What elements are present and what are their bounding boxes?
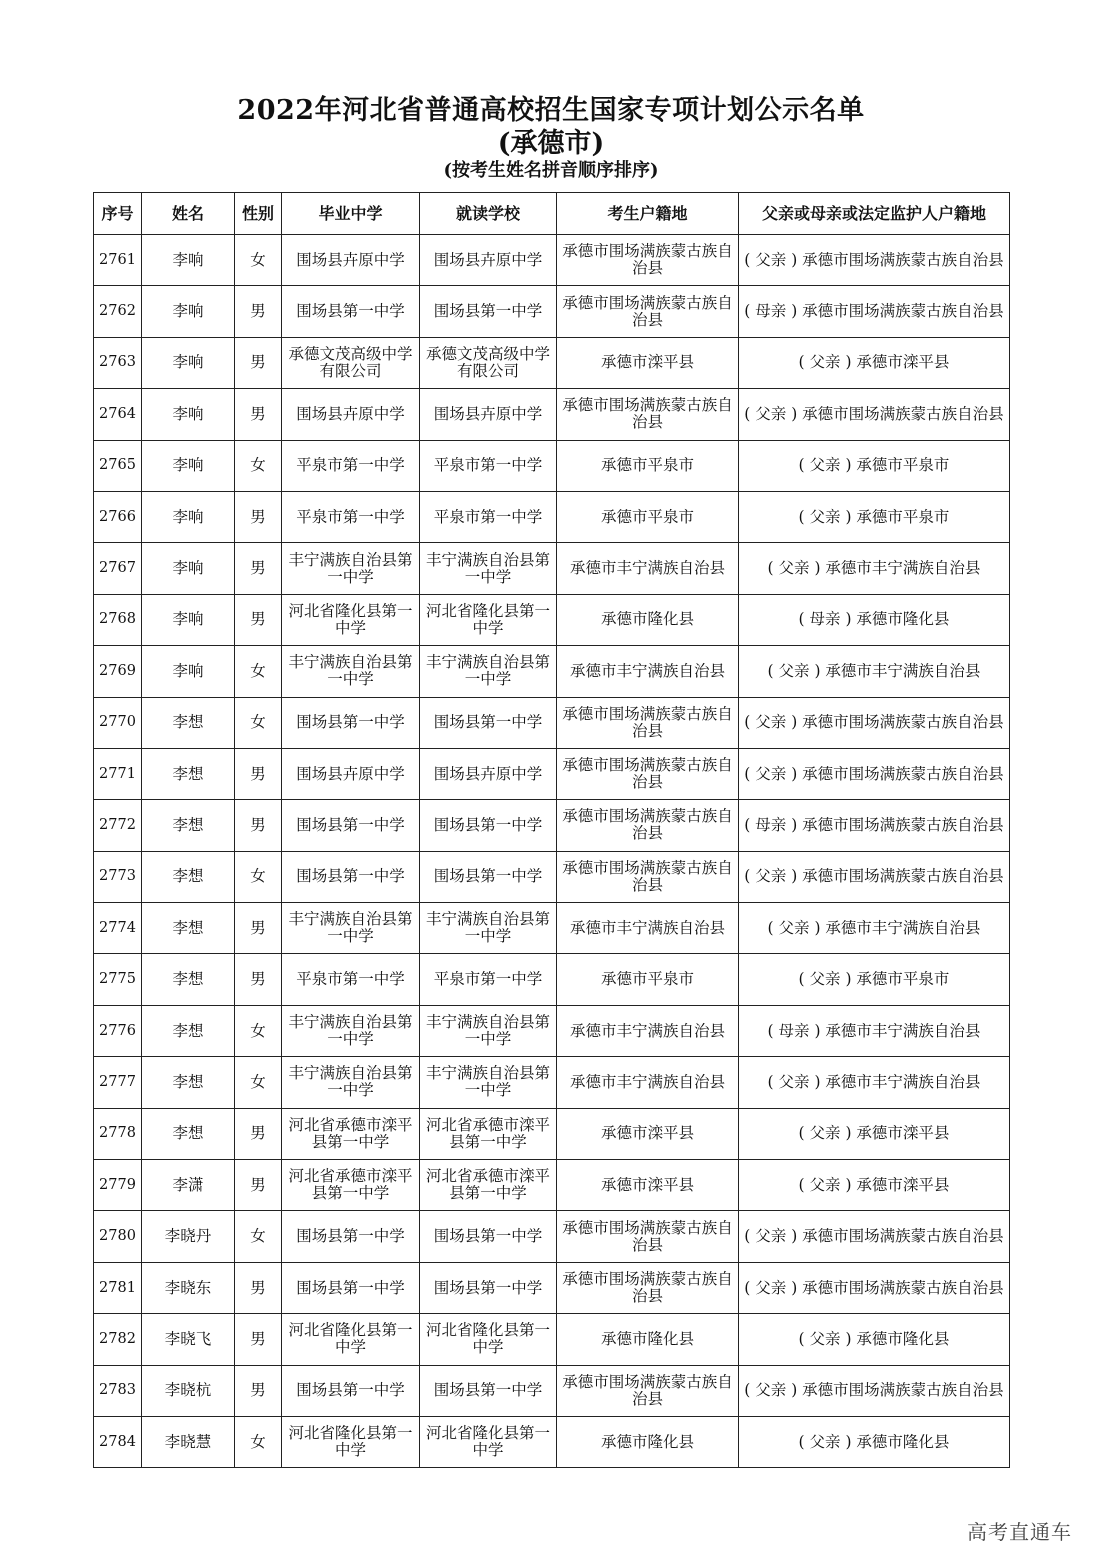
row-index-cell: 2778 — [94, 1108, 142, 1159]
guardian-residence-cell: ( 母亲 ) 承德市隆化县 — [739, 594, 1010, 645]
student-residence-cell: 承德市滦平县 — [557, 1160, 739, 1211]
student-name-cell: 李响 — [142, 235, 235, 286]
guardian-residence-cell: ( 父亲 ) 承德市滦平县 — [739, 1160, 1010, 1211]
column-header-gender: 性别 — [235, 193, 282, 235]
row-index-cell: 2764 — [94, 389, 142, 440]
gender-cell: 女 — [235, 646, 282, 697]
row-index-cell: 2774 — [94, 903, 142, 954]
gender-cell: 男 — [235, 491, 282, 542]
student-name-cell: 李想 — [142, 903, 235, 954]
student-residence-cell: 承德市隆化县 — [557, 594, 739, 645]
table-row — [94, 1211, 1010, 1262]
student-residence-cell: 承德市滦平县 — [557, 337, 739, 388]
current-school-cell: 河北省隆化县第一中学 — [420, 1314, 557, 1365]
row-index-cell: 2783 — [94, 1365, 142, 1416]
graduation-school-cell: 丰宁满族自治县第一中学 — [282, 1057, 420, 1108]
table-row — [94, 851, 1010, 902]
guardian-residence-cell: ( 父亲 ) 承德市围场满族蒙古族自治县 — [739, 697, 1010, 748]
student-name-cell: 李晓杭 — [142, 1365, 235, 1416]
graduation-school-cell: 围场县第一中学 — [282, 800, 420, 851]
table-row — [94, 954, 1010, 1005]
row-index-cell: 2769 — [94, 646, 142, 697]
row-index-cell: 2773 — [94, 851, 142, 902]
column-header-guardian-residence: 父亲或母亲或法定监护人户籍地 — [739, 193, 1010, 235]
table-row — [94, 1314, 1010, 1365]
student-name-cell: 李想 — [142, 954, 235, 1005]
row-index-cell: 2770 — [94, 697, 142, 748]
current-school-cell: 河北省隆化县第一中学 — [420, 594, 557, 645]
student-residence-cell: 承德市围场满族蒙古族自治县 — [557, 235, 739, 286]
column-header-index: 序号 — [94, 193, 142, 235]
guardian-residence-cell: ( 父亲 ) 承德市围场满族蒙古族自治县 — [739, 1211, 1010, 1262]
gender-cell: 女 — [235, 1005, 282, 1056]
current-school-cell: 围场县第一中学 — [420, 800, 557, 851]
current-school-cell: 河北省承德市滦平县第一中学 — [420, 1160, 557, 1211]
current-school-cell: 丰宁满族自治县第一中学 — [420, 543, 557, 594]
gender-cell: 男 — [235, 748, 282, 799]
page-subtitle: (承德市) — [497, 128, 605, 159]
row-index-cell: 2776 — [94, 1005, 142, 1056]
guardian-residence-cell: ( 父亲 ) 承德市围场满族蒙古族自治县 — [739, 1262, 1010, 1313]
gender-cell: 女 — [235, 1057, 282, 1108]
table-row — [94, 543, 1010, 594]
graduation-school-cell: 围场县卉原中学 — [282, 235, 420, 286]
row-index-cell: 2761 — [94, 235, 142, 286]
graduation-school-cell: 平泉市第一中学 — [282, 440, 420, 491]
row-index-cell: 2767 — [94, 543, 142, 594]
student-residence-cell: 承德市围场满族蒙古族自治县 — [557, 286, 739, 337]
student-name-cell: 李潇 — [142, 1160, 235, 1211]
gender-cell: 男 — [235, 286, 282, 337]
row-index-cell: 2766 — [94, 491, 142, 542]
student-name-cell: 李响 — [142, 389, 235, 440]
gender-cell: 男 — [235, 954, 282, 1005]
graduation-school-cell: 河北省隆化县第一中学 — [282, 1416, 420, 1467]
guardian-residence-cell: ( 母亲 ) 承德市围场满族蒙古族自治县 — [739, 286, 1010, 337]
page-title: 2022年河北省普通高校招生国家专项计划公示名单 — [237, 95, 865, 126]
graduation-school-cell: 丰宁满族自治县第一中学 — [282, 646, 420, 697]
graduation-school-cell: 平泉市第一中学 — [282, 954, 420, 1005]
table-row — [94, 440, 1010, 491]
guardian-residence-cell: ( 父亲 ) 承德市平泉市 — [739, 491, 1010, 542]
row-index-cell: 2771 — [94, 748, 142, 799]
current-school-cell: 围场县第一中学 — [420, 697, 557, 748]
current-school-cell: 河北省承德市滦平县第一中学 — [420, 1108, 557, 1159]
student-name-cell: 李响 — [142, 491, 235, 542]
row-index-cell: 2780 — [94, 1211, 142, 1262]
student-name-cell: 李晓东 — [142, 1262, 235, 1313]
student-residence-cell: 承德市平泉市 — [557, 491, 739, 542]
guardian-residence-cell: ( 父亲 ) 承德市滦平县 — [739, 337, 1010, 388]
student-name-cell: 李响 — [142, 543, 235, 594]
row-index-cell: 2784 — [94, 1416, 142, 1467]
guardian-residence-cell: ( 父亲 ) 承德市丰宁满族自治县 — [739, 543, 1010, 594]
row-index-cell: 2768 — [94, 594, 142, 645]
roster-table — [93, 192, 1010, 1468]
table-row — [94, 337, 1010, 388]
table-row — [94, 1108, 1010, 1159]
student-residence-cell: 承德市丰宁满族自治县 — [557, 646, 739, 697]
student-name-cell: 李响 — [142, 286, 235, 337]
graduation-school-cell: 围场县卉原中学 — [282, 389, 420, 440]
graduation-school-cell: 围场县第一中学 — [282, 1211, 420, 1262]
student-residence-cell: 承德市丰宁满族自治县 — [557, 543, 739, 594]
table-row — [94, 800, 1010, 851]
gender-cell: 女 — [235, 235, 282, 286]
gender-cell: 男 — [235, 1262, 282, 1313]
current-school-cell: 平泉市第一中学 — [420, 954, 557, 1005]
row-index-cell: 2763 — [94, 337, 142, 388]
current-school-cell: 丰宁满族自治县第一中学 — [420, 646, 557, 697]
student-name-cell: 李晓飞 — [142, 1314, 235, 1365]
gender-cell: 男 — [235, 1108, 282, 1159]
graduation-school-cell: 围场县第一中学 — [282, 697, 420, 748]
student-residence-cell: 承德市围场满族蒙古族自治县 — [557, 1365, 739, 1416]
guardian-residence-cell: ( 父亲 ) 承德市平泉市 — [739, 954, 1010, 1005]
student-name-cell: 李响 — [142, 594, 235, 645]
guardian-residence-cell: ( 父亲 ) 承德市围场满族蒙古族自治县 — [739, 389, 1010, 440]
row-index-cell: 2772 — [94, 800, 142, 851]
guardian-residence-cell: ( 父亲 ) 承德市丰宁满族自治县 — [739, 1057, 1010, 1108]
table-row — [94, 1057, 1010, 1108]
student-residence-cell: 承德市围场满族蒙古族自治县 — [557, 697, 739, 748]
graduation-school-cell: 丰宁满族自治县第一中学 — [282, 1005, 420, 1056]
student-name-cell: 李想 — [142, 748, 235, 799]
student-name-cell: 李想 — [142, 1108, 235, 1159]
student-residence-cell: 承德市平泉市 — [557, 954, 739, 1005]
graduation-school-cell: 围场县第一中学 — [282, 1262, 420, 1313]
graduation-school-cell: 围场县第一中学 — [282, 851, 420, 902]
student-residence-cell: 承德市丰宁满族自治县 — [557, 1005, 739, 1056]
guardian-residence-cell: ( 父亲 ) 承德市围场满族蒙古族自治县 — [739, 235, 1010, 286]
row-index-cell: 2782 — [94, 1314, 142, 1365]
student-name-cell: 李响 — [142, 440, 235, 491]
current-school-cell: 围场县第一中学 — [420, 851, 557, 902]
table-body — [94, 235, 1010, 1468]
student-name-cell: 李晓丹 — [142, 1211, 235, 1262]
current-school-cell: 围场县第一中学 — [420, 1211, 557, 1262]
guardian-residence-cell: ( 父亲 ) 承德市隆化县 — [739, 1314, 1010, 1365]
table-row — [94, 646, 1010, 697]
current-school-cell: 围场县第一中学 — [420, 1365, 557, 1416]
guardian-residence-cell: ( 父亲 ) 承德市隆化县 — [739, 1416, 1010, 1467]
row-index-cell: 2765 — [94, 440, 142, 491]
student-residence-cell: 承德市围场满族蒙古族自治县 — [557, 1262, 739, 1313]
current-school-cell: 围场县卉原中学 — [420, 235, 557, 286]
current-school-cell: 承德文茂高级中学有限公司 — [420, 337, 557, 388]
student-residence-cell: 承德市围场满族蒙古族自治县 — [557, 389, 739, 440]
table-row — [94, 697, 1010, 748]
student-residence-cell: 承德市隆化县 — [557, 1416, 739, 1467]
graduation-school-cell: 围场县第一中学 — [282, 1365, 420, 1416]
student-residence-cell: 承德市平泉市 — [557, 440, 739, 491]
table-row — [94, 748, 1010, 799]
graduation-school-cell: 河北省隆化县第一中学 — [282, 594, 420, 645]
table-row — [94, 1160, 1010, 1211]
gender-cell: 男 — [235, 389, 282, 440]
student-name-cell: 李响 — [142, 646, 235, 697]
table-row — [94, 235, 1010, 286]
gender-cell: 女 — [235, 697, 282, 748]
guardian-residence-cell: ( 父亲 ) 承德市丰宁满族自治县 — [739, 646, 1010, 697]
graduation-school-cell: 河北省隆化县第一中学 — [282, 1314, 420, 1365]
guardian-residence-cell: ( 父亲 ) 承德市围场满族蒙古族自治县 — [739, 1365, 1010, 1416]
guardian-residence-cell: ( 父亲 ) 承德市滦平县 — [739, 1108, 1010, 1159]
student-name-cell: 李晓慧 — [142, 1416, 235, 1467]
graduation-school-cell: 丰宁满族自治县第一中学 — [282, 903, 420, 954]
graduation-school-cell: 丰宁满族自治县第一中学 — [282, 543, 420, 594]
current-school-cell: 围场县第一中学 — [420, 1262, 557, 1313]
student-residence-cell: 承德市围场满族蒙古族自治县 — [557, 1211, 739, 1262]
table-row — [94, 1416, 1010, 1467]
graduation-school-cell: 平泉市第一中学 — [282, 491, 420, 542]
current-school-cell: 平泉市第一中学 — [420, 440, 557, 491]
current-school-cell: 丰宁满族自治县第一中学 — [420, 903, 557, 954]
column-header-name: 姓名 — [142, 193, 235, 235]
gender-cell: 男 — [235, 1365, 282, 1416]
current-school-cell: 丰宁满族自治县第一中学 — [420, 1005, 557, 1056]
guardian-residence-cell: ( 父亲 ) 承德市平泉市 — [739, 440, 1010, 491]
row-index-cell: 2762 — [94, 286, 142, 337]
column-header-graduation-school: 毕业中学 — [282, 193, 420, 235]
gender-cell: 男 — [235, 903, 282, 954]
student-residence-cell: 承德市围场满族蒙古族自治县 — [557, 800, 739, 851]
guardian-residence-cell: ( 母亲 ) 承德市围场满族蒙古族自治县 — [739, 800, 1010, 851]
graduation-school-cell: 河北省承德市滦平县第一中学 — [282, 1108, 420, 1159]
table-row — [94, 594, 1010, 645]
row-index-cell: 2779 — [94, 1160, 142, 1211]
sort-note: (按考生姓名拼音顺序排序) — [443, 160, 659, 181]
gender-cell: 男 — [235, 1160, 282, 1211]
current-school-cell: 围场县第一中学 — [420, 286, 557, 337]
student-residence-cell: 承德市围场满族蒙古族自治县 — [557, 851, 739, 902]
student-residence-cell: 承德市围场满族蒙古族自治县 — [557, 748, 739, 799]
guardian-residence-cell: ( 父亲 ) 承德市丰宁满族自治县 — [739, 903, 1010, 954]
guardian-residence-cell: ( 父亲 ) 承德市围场满族蒙古族自治县 — [739, 851, 1010, 902]
column-header-student-residence: 考生户籍地 — [557, 193, 739, 235]
watermark: 高考直通车 — [967, 1520, 1072, 1544]
gender-cell: 女 — [235, 440, 282, 491]
table-row — [94, 903, 1010, 954]
graduation-school-cell: 承德文茂高级中学有限公司 — [282, 337, 420, 388]
student-residence-cell: 承德市丰宁满族自治县 — [557, 903, 739, 954]
table-row — [94, 1262, 1010, 1313]
gender-cell: 女 — [235, 1211, 282, 1262]
graduation-school-cell: 围场县第一中学 — [282, 286, 420, 337]
gender-cell: 男 — [235, 543, 282, 594]
guardian-residence-cell: ( 父亲 ) 承德市围场满族蒙古族自治县 — [739, 748, 1010, 799]
gender-cell: 女 — [235, 851, 282, 902]
student-residence-cell: 承德市滦平县 — [557, 1108, 739, 1159]
student-name-cell: 李想 — [142, 1005, 235, 1056]
table-row — [94, 1365, 1010, 1416]
student-name-cell: 李想 — [142, 800, 235, 851]
row-index-cell: 2777 — [94, 1057, 142, 1108]
student-name-cell: 李想 — [142, 851, 235, 902]
current-school-cell: 丰宁满族自治县第一中学 — [420, 1057, 557, 1108]
table-row — [94, 1005, 1010, 1056]
current-school-cell: 平泉市第一中学 — [420, 491, 557, 542]
graduation-school-cell: 围场县卉原中学 — [282, 748, 420, 799]
student-residence-cell: 承德市丰宁满族自治县 — [557, 1057, 739, 1108]
table-row — [94, 491, 1010, 542]
table-header-row — [94, 193, 1010, 235]
gender-cell: 女 — [235, 1416, 282, 1467]
guardian-residence-cell: ( 母亲 ) 承德市丰宁满族自治县 — [739, 1005, 1010, 1056]
student-name-cell: 李响 — [142, 337, 235, 388]
gender-cell: 男 — [235, 1314, 282, 1365]
gender-cell: 男 — [235, 594, 282, 645]
row-index-cell: 2775 — [94, 954, 142, 1005]
current-school-cell: 河北省隆化县第一中学 — [420, 1416, 557, 1467]
table-row — [94, 286, 1010, 337]
row-index-cell: 2781 — [94, 1262, 142, 1313]
current-school-cell: 围场县卉原中学 — [420, 389, 557, 440]
table-row — [94, 389, 1010, 440]
student-residence-cell: 承德市隆化县 — [557, 1314, 739, 1365]
gender-cell: 男 — [235, 800, 282, 851]
graduation-school-cell: 河北省承德市滦平县第一中学 — [282, 1160, 420, 1211]
student-name-cell: 李想 — [142, 697, 235, 748]
gender-cell: 男 — [235, 337, 282, 388]
column-header-current-school: 就读学校 — [420, 193, 557, 235]
current-school-cell: 围场县卉原中学 — [420, 748, 557, 799]
student-name-cell: 李想 — [142, 1057, 235, 1108]
